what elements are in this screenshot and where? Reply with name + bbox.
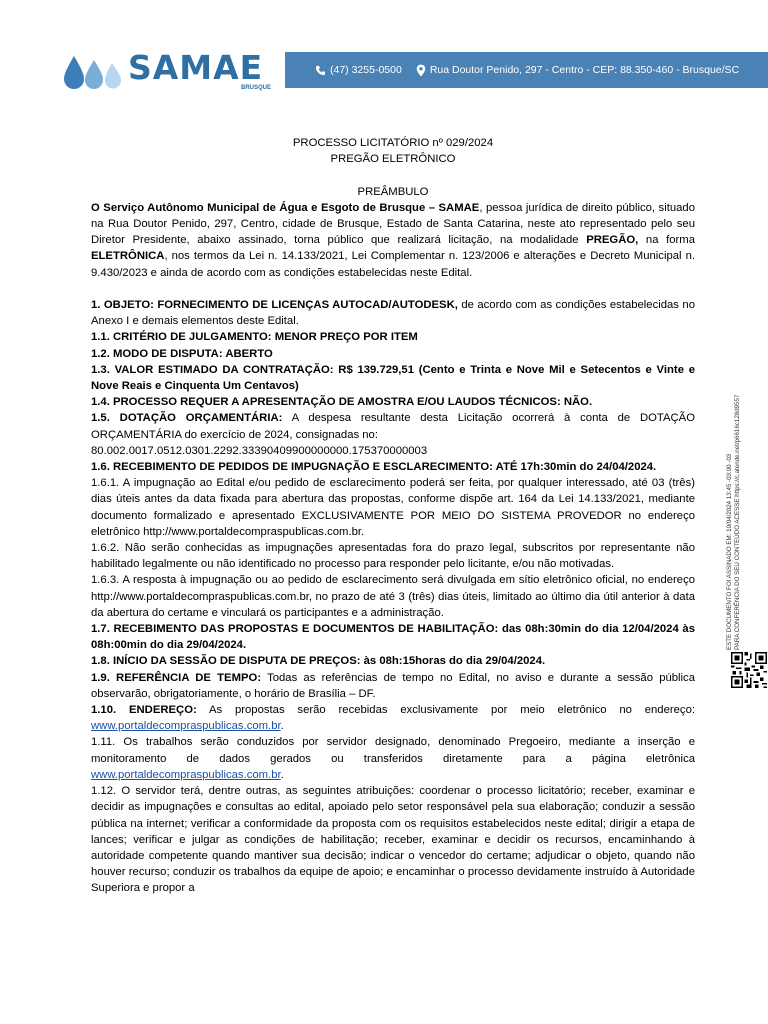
water-drops-icon	[62, 52, 126, 90]
signature-stamp	[726, 350, 766, 650]
section-1-9: 1.9. REFERÊNCIA DE TEMPO: Todas as referências de tempo no Edital, no aviso e durante a sessão pública observarão, obrigatoriamente, o horário de Brasília – DF.	[91, 671, 695, 700]
brand-subtitle: BRUSQUE	[241, 85, 272, 91]
process-title: PROCESSO LICITATÓRIO nº 029/2024	[292, 137, 494, 149]
section-1-1: 1.1. CRITÉRIO DE JULGAMENTO: MENOR PREÇO POR ITEM	[91, 331, 418, 344]
letterhead	[0, 48, 768, 92]
modality-title: PREGÃO ELETRÔNICO	[330, 153, 456, 166]
section-1-8: 1.8. INÍCIO DA SESSÃO DE DISPUTA DE PREÇOS: às 08h:15horas do dia 29/04/2024.	[91, 655, 546, 668]
section-1-10: 1.10. ENDEREÇO: As propostas serão recebidas exclusivamente por meio eletrônico no endereço: www.portaldecompraspublicas.com.br.	[91, 704, 695, 733]
phone-contact	[315, 64, 402, 76]
section-1-6-1: 1.6.1. A impugnação ao Edital e/ou pedido de esclarecimento poderá ser feita, por qualquer interessado, até 03 (três) dias úteis antes da data fixada para abertura das propostas, conforme dispõe art. 164 da Lei 14.133/2021, mediante documento formalizado e apresentado EXCLUSIVAMENTE POR MEIO DO SISTEMA PROVEDOR no endereço eletrônico http://www.portaldecompraspublicas.com.br.	[91, 477, 695, 538]
location-pin-icon	[416, 64, 426, 77]
logo	[0, 48, 285, 92]
section-1-12: 1.12. O servidor terá, dentre outras, as seguintes atribuições: coordenar o processo licitatório; receber, examinar e decidir as impugnações e consultas ao edital, apoiado pelo setor responsável pela sua elaboração; conduzir a sessão pública na internet; verificar a conformidade da proposta com os requisitos estabelecidos neste edital; dirigir a etapa de lances; verificar e julgar as condições de habilitação; receber, examinar e decidir os recursos, encaminhando à autoridade competente quando mantiver sua decisão; indicar o vencedor do certame; adjudicar o objeto, quando não houver recurso; conduzir os trabalhos da equipe de apoio; e encaminhar o processo devidamente instruído à Autoridade Superiora e propor a	[91, 785, 695, 895]
budget-code: 80.002.0017.0512.0301.2292.33390409900000000.175370000003	[91, 444, 428, 457]
section-1-6: 1.6. RECEBIMENTO DE PEDIDOS DE IMPUGNAÇÃO E ESCLARECIMENTO: ATÉ 17h:30min do 24/04/2024.	[91, 461, 657, 474]
contact-bar	[285, 52, 768, 88]
section-1-2: 1.2. MODO DE DISPUTA: ABERTO	[91, 347, 273, 360]
qr-code-icon[interactable]	[731, 652, 767, 688]
section-1-6-3: 1.6.3. A resposta à impugnação ou ao pedido de esclarecimento será divulgada em sítio eletrônico oficial, no endereço http://www.portaldecompraspublicas.com.br, no prazo de até 3 (três) dias úteis, limitado ao último dia útil anterior à data da abertura do certame e vinculará os participantes e a administração.	[91, 574, 695, 619]
phone-icon	[315, 65, 326, 76]
portal-link-2[interactable]: www.portaldecompraspublicas.com.br	[91, 768, 281, 781]
signature-date-text: ESTE DOCUMENTO FOI ASSINADO EM: 10/04/2024 13:45 -03:00 -03	[726, 453, 733, 650]
document-body	[91, 135, 695, 897]
section-1-4: 1.4. PROCESSO REQUER A APRESENTAÇÃO DE AMOSTRA E/OU LAUDOS TÉCNICOS: NÃO.	[91, 396, 593, 409]
preamble-heading: PREÂMBULO	[357, 185, 429, 198]
verification-url-text[interactable]: PARA CONFERÊNCIA DO SEU CONTEÚDO ACESSE https://c.atende.net/p6616c128d9557	[734, 394, 741, 650]
portal-link[interactable]: www.portaldecompraspublicas.com.br	[91, 720, 281, 733]
section-1-7: 1.7. RECEBIMENTO DAS PROPOSTAS E DOCUMENTOS DE HABILITAÇÃO: das 08h:30min do dia 12/04/2024 às 08h:00min do dia 29/04/2024.	[91, 623, 695, 652]
address: Rua Doutor Penido, 297 - Centro - CEP: 88.350-460 - Brusque/SC	[429, 64, 740, 76]
brand-name: SAMAE	[128, 48, 264, 87]
phone-number: (47) 3255-0500	[330, 64, 402, 76]
section-1-6-2: 1.6.2. Não serão conhecidas as impugnações apresentadas fora do prazo legal, subscritos por representante não habilitado legalmente ou não identificado no processo para responder pelo licitante, e/ou não motivadas.	[91, 542, 695, 571]
address-contact	[416, 64, 739, 77]
preamble-paragraph: O Serviço Autônomo Municipal de Água e Esgoto de Brusque – SAMAE, pessoa jurídica de direito público, situado na Rua Doutor Penido, 297, Centro, cidade de Brusque, Estado de Santa Catarina, neste ato representado pelo seu Diretor Presidente, abaixo assinado, torna público que realizará licitação, na modalidade PREGÃO, na forma ELETRÔNICA, nos termos da Lei n. 14.133/2021, Lei Complementar n. 123/2006 e alterações e Decreto Municipal n. 9.430/2023 e ainda de acordo com as condições estabelecidas neste Edital.	[91, 201, 695, 279]
section-1-5: 1.5. DOTAÇÃO ORÇAMENTÁRIA: A despesa resultante desta Licitação ocorrerá à conta de DOTAÇÃO ORÇAMENTÁRIA do exercício de 2024, consignadas no:	[91, 412, 696, 441]
section-1-3: 1.3. VALOR ESTIMADO DA CONTRATAÇÃO: R$ 139.729,51 (Cento e Trinta e Nove Mil e Setecentos e Vinte e Nove Reais e Cinquenta Um Centavos)	[91, 363, 695, 393]
section-1-object: 1. OBJETO: FORNECIMENTO DE LICENÇAS AUTOCAD/AUTODESK, de acordo com as condições estabelecidas no Anexo I e demais elementos deste Edital.	[91, 299, 695, 328]
section-1-11: 1.11. Os trabalhos serão conduzidos por servidor designado, denominado Pregoeiro, mediante a inserção e monitoramento de dados gerados ou transferidos diretamente para a página eletrônica www.portaldecompraspublicas.com.br.	[91, 736, 695, 781]
